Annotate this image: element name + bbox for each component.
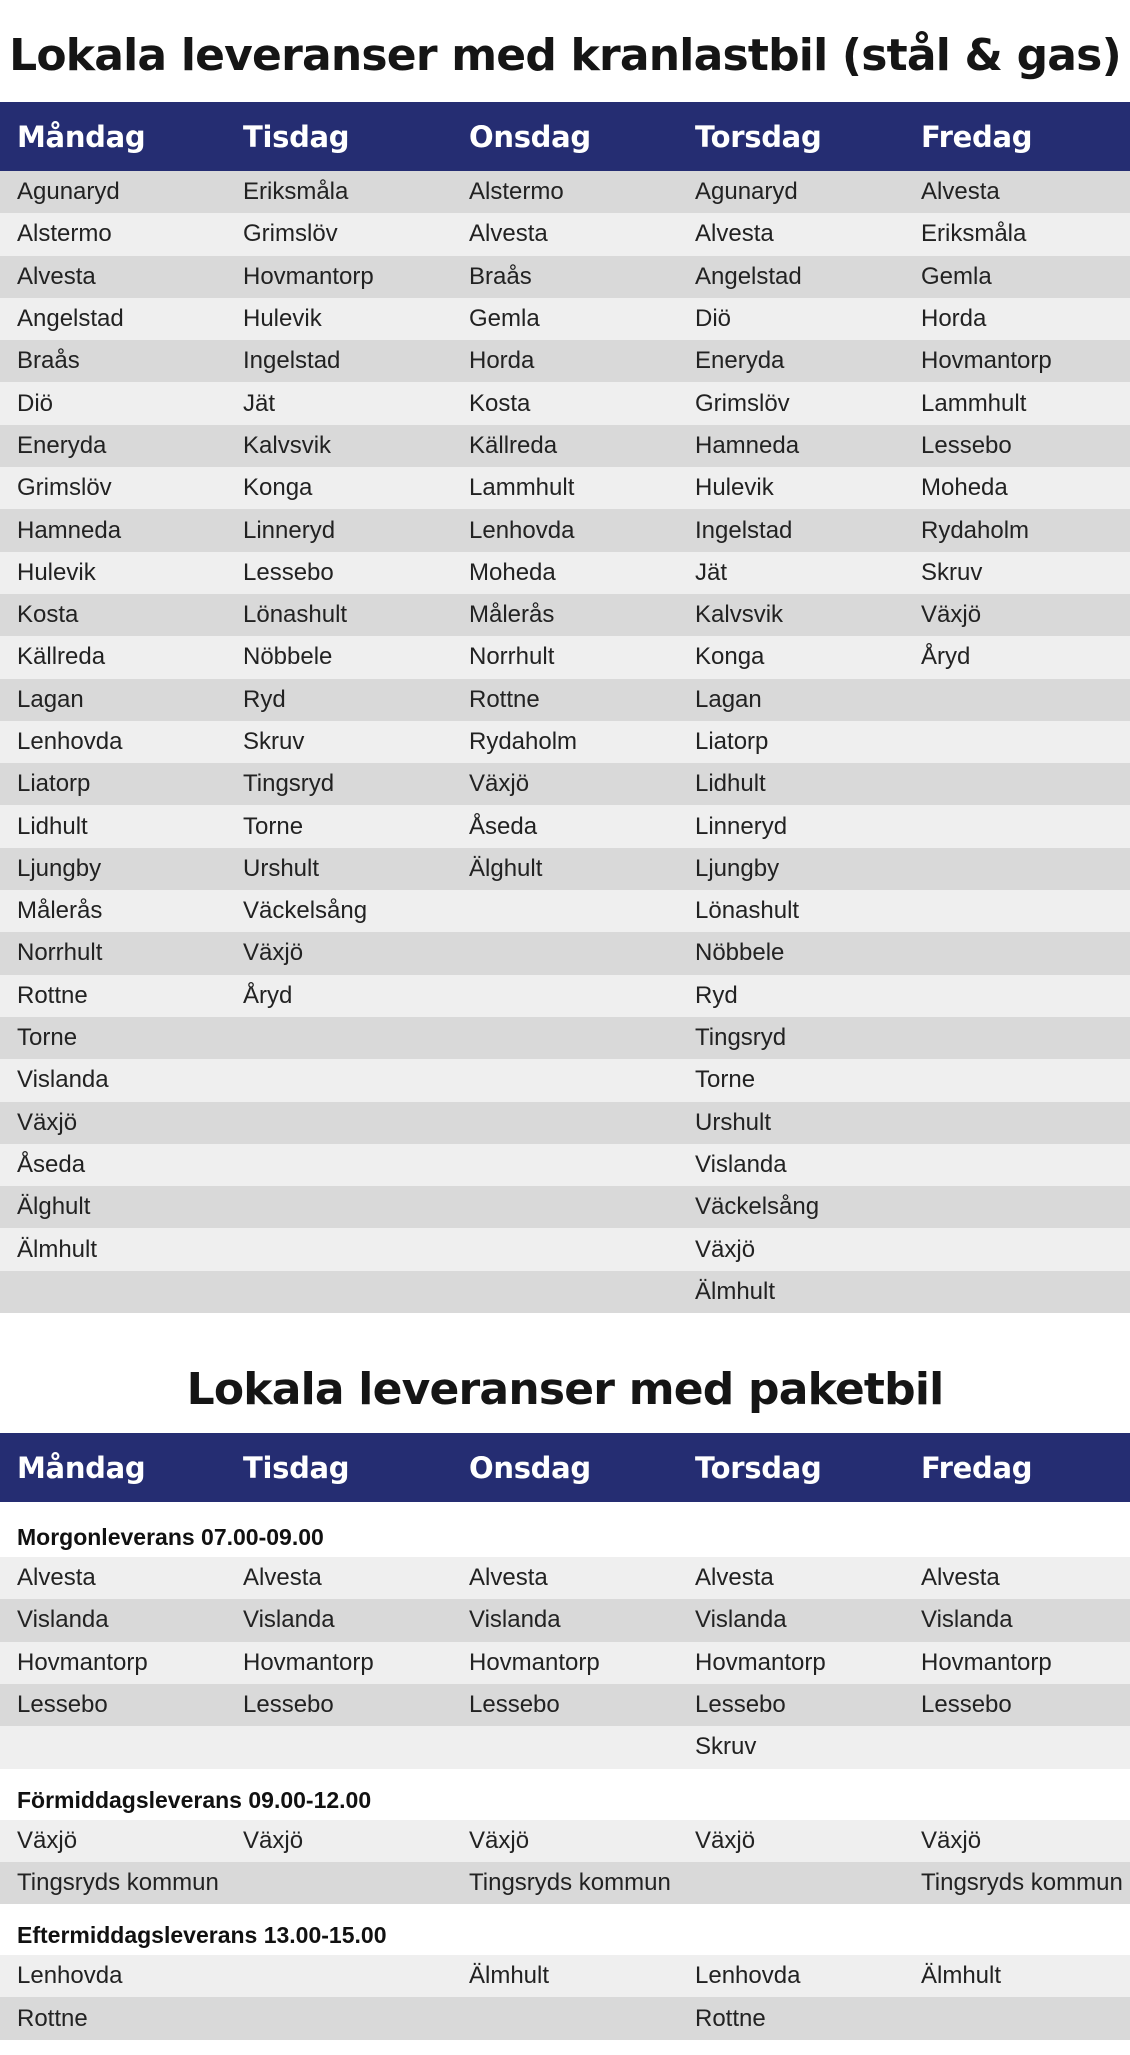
table-cell: Ingelstad <box>695 516 793 544</box>
table-cell: Åseda <box>17 1150 86 1178</box>
table-cell: Älghult <box>17 1193 91 1221</box>
table-row <box>0 467 1130 509</box>
section-label: Eftermiddagsleverans 13.00-15.00 <box>17 1922 387 1949</box>
table-row <box>0 636 1130 678</box>
kranlast-title: Lokala leveranser med kranlastbil (stål & gas) <box>9 30 1121 81</box>
table-row <box>0 848 1130 890</box>
table-cell: Grimslöv <box>695 389 790 417</box>
table-cell: Växjö <box>17 1108 78 1136</box>
table-cell: Angelstad <box>17 305 124 333</box>
table-cell: Hovmantorp <box>921 1648 1052 1676</box>
table-cell: Horda <box>469 347 535 375</box>
table-cell: Källreda <box>17 643 106 671</box>
table-cell: Växjö <box>921 1826 982 1854</box>
table-row <box>0 1955 1130 1997</box>
table-cell: Ryd <box>695 981 738 1009</box>
table-cell: Rydaholm <box>921 516 1030 544</box>
table-cell: Alvesta <box>921 178 1000 206</box>
table-row <box>0 679 1130 721</box>
kranlast-day-wednesday: Onsdag <box>469 119 591 154</box>
table-row <box>0 1599 1130 1641</box>
table-cell: Grimslöv <box>17 474 112 502</box>
table-cell: Ljungby <box>17 854 102 882</box>
table-row <box>0 890 1130 932</box>
table-cell: Åseda <box>469 812 538 840</box>
table-cell: Urshult <box>695 1108 772 1136</box>
table-cell: Kalvsvik <box>243 431 332 459</box>
table-cell: Eriksmåla <box>243 178 349 206</box>
table-cell: Moheda <box>469 558 556 586</box>
kranlast-day-monday: Måndag <box>17 119 146 154</box>
table-cell: Vislanda <box>695 1150 787 1178</box>
table-cell: Vislanda <box>17 1606 109 1634</box>
table-cell: Torne <box>243 812 304 840</box>
table-cell: Jät <box>243 389 276 417</box>
table-cell: Konga <box>243 474 313 502</box>
table-row <box>0 509 1130 551</box>
table-cell: Alstermo <box>17 220 112 248</box>
table-cell: Vislanda <box>243 1606 335 1634</box>
table-cell: Källreda <box>469 431 558 459</box>
table-cell: Lidhult <box>695 770 766 798</box>
table-cell: Älmhult <box>469 1962 550 1990</box>
table-cell: Hulevik <box>695 474 774 502</box>
table-cell: Lidhult <box>17 812 88 840</box>
table-cell: Agunaryd <box>695 178 798 206</box>
table-cell: Kosta <box>17 601 79 629</box>
table-cell: Skruv <box>921 558 983 586</box>
table-row <box>0 1684 1130 1726</box>
table-cell: Vislanda <box>921 1606 1013 1634</box>
table-row <box>0 763 1130 805</box>
table-cell: Växjö <box>469 1826 530 1854</box>
table-cell: Kalvsvik <box>695 601 784 629</box>
table-cell: Rottne <box>695 2004 766 2032</box>
table-row <box>0 1862 1130 1904</box>
table-cell: Angelstad <box>695 262 802 290</box>
table-cell: Alstermo <box>469 178 564 206</box>
table-cell: Eneryda <box>17 431 107 459</box>
table-cell: Norrhult <box>469 643 555 671</box>
table-cell: Växjö <box>243 1826 304 1854</box>
table-row <box>0 721 1130 763</box>
table-row <box>0 975 1130 1017</box>
table-row <box>0 1102 1130 1144</box>
table-cell: Alvesta <box>921 1564 1000 1592</box>
table-cell: Nöbbele <box>695 939 785 967</box>
table-cell: Torne <box>695 1066 756 1094</box>
table-cell: Skruv <box>243 728 305 755</box>
table-cell: Vislanda <box>17 1066 109 1094</box>
table-cell: Tingsryds kommun <box>469 1868 671 1896</box>
section-label: Förmiddagsleverans 09.00-12.00 <box>17 1786 372 1813</box>
table-cell: Växjö <box>695 1235 756 1263</box>
table-cell: Växjö <box>17 1826 78 1854</box>
table-cell: Älmhult <box>17 1235 98 1263</box>
table-cell: Tingsryd <box>695 1024 787 1052</box>
table-cell: Gemla <box>469 305 540 333</box>
table-cell: Lessebo <box>243 558 334 586</box>
table-cell: Kosta <box>469 389 531 417</box>
table-row <box>0 298 1130 340</box>
table-cell: Lessebo <box>921 1691 1012 1719</box>
table-row <box>0 1642 1130 1684</box>
table-row <box>0 552 1130 594</box>
table-row <box>0 382 1130 424</box>
kranlast-day-thursday: Torsdag <box>695 119 822 154</box>
table-cell: Älghult <box>469 854 543 882</box>
kranlast-table-body <box>0 171 1130 1313</box>
table-row <box>0 171 1130 213</box>
table-cell: Växjö <box>921 601 982 629</box>
table-cell: Lagan <box>695 685 762 713</box>
table-cell: Hovmantorp <box>243 262 374 290</box>
table-cell: Väckelsång <box>695 1193 820 1221</box>
table-cell: Växjö <box>469 770 530 798</box>
table-cell: Hulevik <box>243 305 322 333</box>
table-cell: Nöbbele <box>243 643 333 671</box>
table-cell: Åryd <box>921 643 971 671</box>
table-cell: Skruv <box>695 1733 757 1761</box>
table-row <box>0 1271 1130 1313</box>
table-cell: Åryd <box>243 981 293 1009</box>
table-cell: Hovmantorp <box>17 1648 148 1676</box>
table-cell: Lenhovda <box>17 1962 123 1990</box>
table-cell: Alvesta <box>17 1564 96 1592</box>
table-cell: Lessebo <box>469 1691 560 1719</box>
table-cell: Braås <box>17 347 80 375</box>
table-cell: Växjö <box>243 939 304 967</box>
table-cell: Agunaryd <box>17 178 120 206</box>
table-row <box>0 1820 1130 1862</box>
table-cell: Liatorp <box>17 770 91 798</box>
table-cell: Lessebo <box>17 1691 108 1719</box>
table-cell: Alvesta <box>469 220 548 248</box>
table-cell: Lessebo <box>921 431 1012 459</box>
table-row <box>0 1144 1130 1186</box>
table-cell: Hulevik <box>17 558 96 586</box>
table-cell: Eneryda <box>695 347 785 375</box>
table-cell: Grimslöv <box>243 220 338 248</box>
table-cell: Moheda <box>921 474 1008 502</box>
table-cell: Diö <box>695 305 732 333</box>
table-cell: Rottne <box>469 685 540 713</box>
table-cell: Vislanda <box>695 1606 787 1634</box>
table-cell: Braås <box>469 262 532 290</box>
table-cell: Linneryd <box>243 516 336 544</box>
table-cell: Lammhult <box>469 474 575 502</box>
paket-day-thursday: Torsdag <box>695 1450 822 1485</box>
table-cell: Lönashult <box>695 897 800 925</box>
paket-day-friday: Fredag <box>921 1450 1033 1485</box>
paket-day-tuesday: Tisdag <box>243 1450 350 1485</box>
table-row <box>0 1059 1130 1101</box>
kranlast-day-friday: Fredag <box>921 119 1033 154</box>
table-cell: Hovmantorp <box>243 1648 374 1676</box>
table-cell: Hamneda <box>17 516 122 544</box>
paket-day-monday: Måndag <box>17 1450 146 1485</box>
table-row <box>0 256 1130 298</box>
table-cell: Hovmantorp <box>921 347 1052 375</box>
table-cell: Lenhovda <box>695 1962 801 1990</box>
table-cell: Konga <box>695 643 765 671</box>
table-cell: Målerås <box>17 897 103 925</box>
table-cell: Målerås <box>469 601 555 629</box>
table-cell: Tingsryd <box>243 770 335 798</box>
kranlast-header-row <box>0 102 1130 171</box>
table-cell: Alvesta <box>695 1564 774 1592</box>
table-cell: Hovmantorp <box>695 1648 826 1676</box>
table-row <box>0 1228 1130 1270</box>
table-cell: Rydaholm <box>469 728 578 755</box>
table-row <box>0 1557 1130 1599</box>
section-label: Morgonleverans 07.00-09.00 <box>17 1524 324 1551</box>
table-row <box>0 1186 1130 1228</box>
table-cell: Alvesta <box>469 1564 548 1592</box>
table-cell: Älmhult <box>921 1962 1002 1990</box>
paket-table-body <box>0 1502 1130 2040</box>
table-cell: Gemla <box>921 262 992 290</box>
table-cell: Alvesta <box>17 262 96 290</box>
table-cell: Norrhult <box>17 939 103 967</box>
table-cell: Torne <box>17 1024 78 1052</box>
paket-header-row <box>0 1433 1130 1502</box>
table-row <box>0 594 1130 636</box>
table-cell: Vislanda <box>469 1606 561 1634</box>
table-cell: Tingsryds kommun <box>921 1868 1123 1896</box>
table-cell: Älmhult <box>695 1277 776 1305</box>
table-cell: Lenhovda <box>17 728 123 755</box>
table-row <box>0 340 1130 382</box>
table-cell: Väckelsång <box>243 897 368 925</box>
table-cell: Lönashult <box>243 601 348 629</box>
table-cell: Liatorp <box>695 728 769 755</box>
table-row <box>0 213 1130 255</box>
table-cell: Alvesta <box>695 220 774 248</box>
paket-title: Lokala leveranser med paketbil <box>186 1364 944 1416</box>
table-cell: Linneryd <box>695 812 788 840</box>
table-cell: Alvesta <box>243 1564 322 1592</box>
table-cell: Jät <box>695 558 728 586</box>
table-cell: Lessebo <box>243 1691 334 1719</box>
paket-day-wednesday: Onsdag <box>469 1450 591 1485</box>
table-cell: Växjö <box>695 1826 756 1854</box>
table-cell: Ingelstad <box>243 347 341 375</box>
table-row <box>0 932 1130 974</box>
table-row <box>0 1017 1130 1059</box>
table-cell: Rottne <box>17 2004 88 2032</box>
table-row <box>0 425 1130 467</box>
table-cell: Lagan <box>17 685 84 713</box>
table-cell: Ljungby <box>695 854 780 882</box>
table-cell: Ryd <box>243 685 286 713</box>
table-row <box>0 805 1130 847</box>
table-cell: Diö <box>17 389 54 417</box>
table-cell: Rottne <box>17 981 88 1009</box>
table-cell: Eriksmåla <box>921 220 1027 248</box>
kranlast-day-tuesday: Tisdag <box>243 119 350 154</box>
table-cell: Lenhovda <box>469 516 575 544</box>
table-cell: Lammhult <box>921 389 1027 417</box>
table-cell: Lessebo <box>695 1691 786 1719</box>
table-row <box>0 1997 1130 2039</box>
table-cell: Hovmantorp <box>469 1648 600 1676</box>
table-cell: Hamneda <box>695 431 800 459</box>
table-row <box>0 1726 1130 1768</box>
table-cell: Tingsryds kommun <box>17 1868 219 1896</box>
table-cell: Urshult <box>243 854 320 882</box>
table-cell: Horda <box>921 305 987 333</box>
